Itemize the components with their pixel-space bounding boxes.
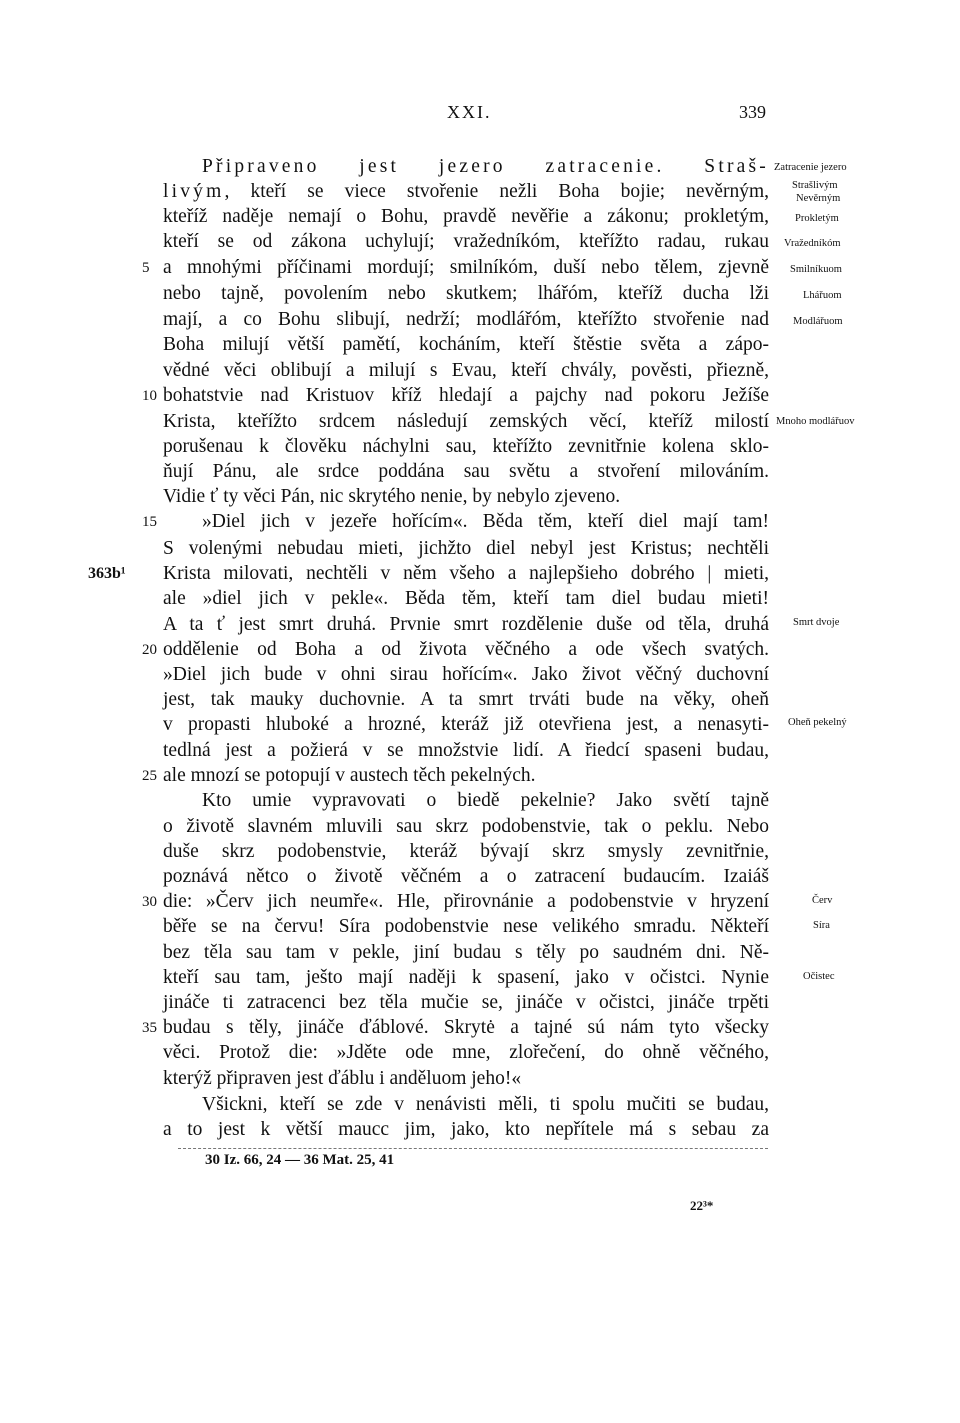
text-line: poznává nětco o životě věčném a o zatracení budaucím. Izaiáš — [163, 866, 769, 887]
text-line: die: »Červ jich neumře«. Hle, přirovnánie a podobenstvie v hryzení — [163, 891, 769, 912]
page-number: 339 — [739, 102, 766, 122]
line-number: 25 — [142, 768, 157, 784]
text-line: nebo tajně, povolením nebo skutkem; lhářóm, kteříž ducha lži — [163, 283, 769, 304]
margin-note: Mnoho modlářuov — [776, 416, 855, 427]
line-number: 15 — [142, 514, 157, 530]
manuscript-folio-marker: 363b¹ — [88, 565, 126, 582]
line-number: 30 — [142, 894, 157, 910]
text-line: bez těla sau tam v pekle, jiní budau s těly po saudném dni. Ně- — [163, 942, 769, 963]
text-line: bohatstvie nad Kristuov kříž hledají a pajchy nad pokoru Ježíše — [163, 385, 769, 406]
margin-note: Oheň pekelný — [788, 717, 847, 728]
text-line: Krista, kteřížto srdcem následují zemských věcí, kteříž milostí — [163, 411, 769, 432]
text-line-rest: , kteří se viece stvořenie nežli Boha bojie; nevěrným, — [224, 181, 769, 202]
text-line: Všickni, kteří se zde v nenávisti měli, ti spolu mučiti se budau, — [202, 1094, 769, 1115]
text-line: vědné věci oblibují a milují s Evau, kteří chvály, pověsti, přiezně, — [163, 360, 769, 381]
text-line: kterýž připraven jest ďáblu i anděluom jeho!« — [163, 1068, 522, 1089]
margin-note: Nevěrným — [796, 193, 841, 204]
text-line: jináče ti zatracenci bez těla mučie se, jináče v očistci, jináče trpěti — [163, 992, 769, 1013]
text-line: v propasti hluboké a hrozné, kteráž již otevřiena jest, a nenasyti- — [163, 714, 769, 735]
margin-note: Smilníkuom — [790, 264, 842, 275]
text-line: budau s těly, jináče ďáblové. Skrytė a tajné sú nám tyto všecky — [163, 1017, 769, 1038]
line-number: 20 — [142, 642, 157, 658]
text-line: oddělenie od Boha a od života věčného a ode všech svatých. — [163, 639, 769, 660]
line-number: 35 — [142, 1020, 157, 1036]
text-line: ale mnozí se potopují v austech těch pekelných. — [163, 765, 536, 786]
margin-note: Červ — [812, 895, 833, 906]
text-line: Vidie ť ty věci Pán, nic skrytého nenie, by nebylo zjeveno. — [163, 486, 621, 507]
margin-note: Prokletým — [795, 213, 839, 224]
text-line: o životě slavném mluvili sau skrz podobenstvie, tak o peklu. Nebo — [163, 816, 769, 837]
line-number: 10 — [142, 388, 157, 404]
text-line: porušenau k člověku náchylni sau, kteřížto zevnitřnie kolena sklo- — [163, 436, 769, 457]
line-number: 5 — [142, 260, 150, 276]
text-line: mají, a co Bohu slibují, nedrží; modlářóm, kteřížto stvořenie nad — [163, 309, 769, 330]
text-line: ale »diel jich v pekle«. Běda těm, kteří tam diel budau mieti! — [163, 588, 769, 609]
footnote-references: 30 Iz. 66, 24 — 36 Mat. 25, 41 — [205, 1152, 395, 1168]
text-line: věci. Protož die: »Jděte ode mne, zlořečení, do ohně věčného, — [163, 1042, 769, 1063]
page-header-chapter: XXI. — [447, 102, 492, 122]
text-line: kteří sau tam, ješto mají naději k spasení, jako v očistci. Nynie — [163, 967, 769, 988]
text-line: běře se na červu! Síra podobenstvie nese velikého smradu. Někteří — [163, 916, 769, 937]
margin-note: Smrt dvoje — [793, 617, 840, 628]
margin-note: Vražedníkóm — [784, 238, 841, 249]
text-line: duše skrz podobenstvie, kteráž bývají skrz smysly zevnitřnie, — [163, 841, 769, 862]
text-line: »Diel jich bude v ohni sirau hořícím«. Jako život věčný duchovní — [163, 664, 769, 685]
text-line: Boha milují větší pamětí, kocháním, kteří štěstie světa a zápo- — [163, 334, 769, 355]
text-line: a to jest k větší maucc jim, jako, kto nepřítele má s sebau za — [163, 1119, 769, 1140]
text-line: kteří se od zákona uchylují; vražedníkóm, kteřížto radau, rukau — [163, 231, 769, 252]
text-line: livým, kteří se viece stvořenie nežli Boha bojie; nevěrným, — [163, 181, 769, 202]
text-line: a mnohými příčinami mordují; smilníkóm, duší nebo tělem, zjevně — [163, 257, 769, 278]
footnote-divider — [178, 1148, 768, 1149]
text-line: jest, tak mauky duchovnie. A ta smrt trváti bude na věky, oheň — [163, 689, 769, 710]
text-line: Kto umie vypravovati o biedě pekelnie? Jako světí tajně — [202, 790, 769, 811]
text-line: kteříž naděje nemají o Bohu, pravdě nevěřie a zákonu; prokletým, — [163, 206, 769, 227]
text-line: Připraveno jest jezero zatracenie. Straš- — [202, 156, 769, 177]
text-line: tedlná jest a požierá v se množstvie lidí. A řiedcí spaseni budau, — [163, 740, 769, 761]
text-line: »Diel jich v jezeře hořícím«. Běda těm, kteří diel mají tam! — [202, 511, 769, 532]
margin-note: Zatracenie jezero — [774, 162, 847, 173]
margin-note: Modlářuom — [793, 316, 843, 327]
margin-note: Síra — [813, 920, 830, 931]
margin-note: Strašlivým — [792, 180, 838, 191]
text-line: A ta ť jest smrt druhá. Prvnie smrt rozdělenie duše od těla, druhá — [163, 614, 769, 635]
margin-note: Lhářuom — [803, 290, 842, 301]
text-line: S volenými nebudau mieti, jichžto diel nebyl jest Kristus; nechtěli — [163, 538, 769, 559]
margin-note: Očistec — [803, 971, 835, 982]
text-line: Krista milovati, nechtěli v něm všeho a najlepšieho dobrého | mieti, — [163, 563, 769, 584]
text-line: ňují Pánu, ale srdce poddána sau světu a stvoření milováním. — [163, 461, 769, 482]
printer-signature: 22³* — [690, 1198, 714, 1213]
